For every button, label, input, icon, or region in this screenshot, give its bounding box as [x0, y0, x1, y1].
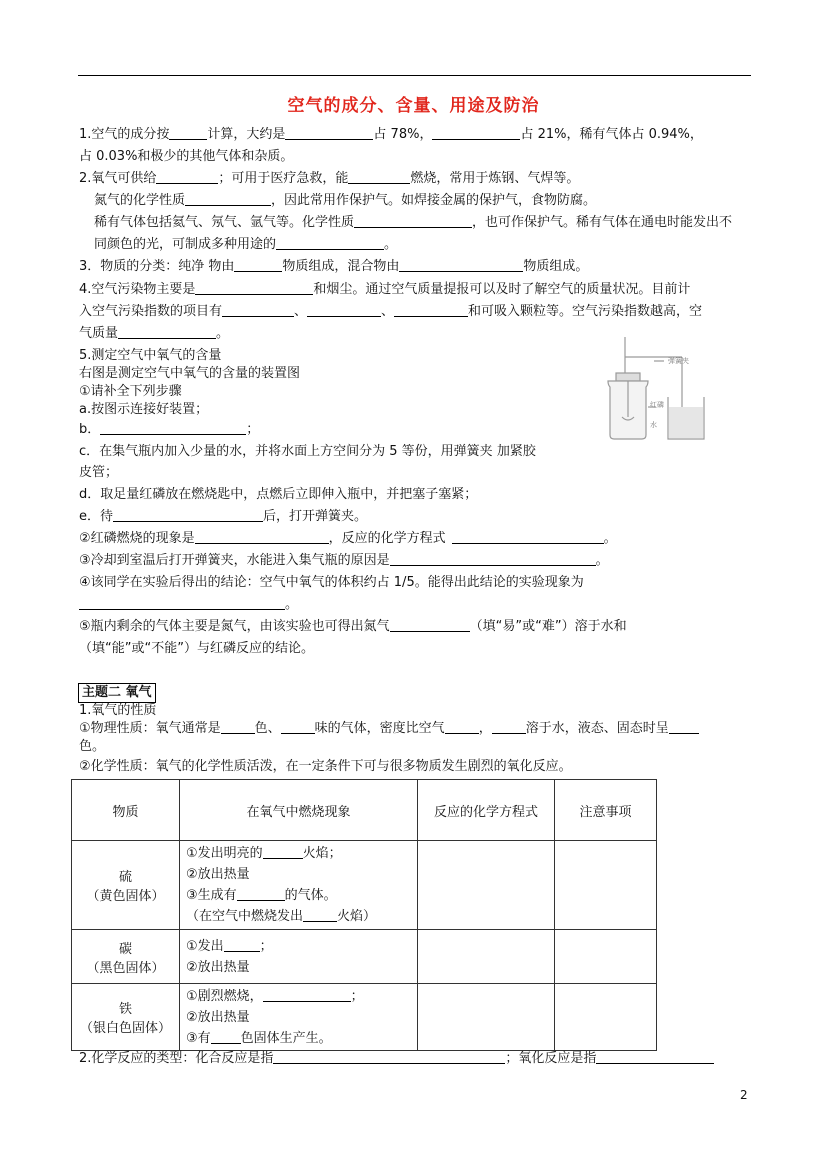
fill-blank[interactable]	[263, 844, 303, 859]
text-line: 同颜色的光，可制成多种用途的 。	[94, 237, 398, 252]
table-row	[72, 984, 657, 1051]
fill-blank[interactable]	[307, 302, 381, 317]
fill-blank[interactable]	[390, 551, 596, 566]
fill-blank[interactable]	[79, 595, 285, 610]
header-substance: 物质	[72, 780, 180, 841]
equation-cell[interactable]	[418, 841, 555, 930]
header-notes: 注意事项	[555, 780, 657, 841]
text-line: 色。	[79, 739, 106, 754]
fill-blank[interactable]	[211, 1029, 241, 1044]
fill-blank[interactable]	[221, 719, 255, 734]
notes-cell[interactable]	[555, 841, 657, 930]
fill-blank[interactable]	[234, 257, 282, 272]
text-line: 1.氧气的性质	[79, 703, 157, 718]
page-title: 空气的成分、含量、用途及防治	[287, 96, 540, 116]
text-line: 占 0.03%和极少的其他气体和杂质。	[79, 149, 294, 164]
header-phenomenon: 在氧气中燃烧现象	[180, 780, 418, 841]
diagram-label-clip: 弹簧夹	[668, 357, 689, 365]
diagram-label-phosphorus: 红磷	[650, 401, 664, 409]
fill-blank[interactable]	[492, 719, 526, 734]
page-number: 2	[740, 1088, 748, 1102]
fill-blank[interactable]	[399, 257, 523, 272]
text-line: 2.氧气可供给 ；可用于医疗急救，能 燃烧，常用于炼钢、气焊等。	[79, 171, 580, 186]
fill-blank[interactable]	[348, 169, 410, 184]
text-line: 4.空气污染物主要是 和烟尘。通过空气质量提报可以及时了解空气的质量状况。目前计	[79, 282, 691, 297]
text-line: ④该同学在实验后得出的结论：空气中氧气的体积约占 1/5。能得出此结论的实验现象为	[79, 575, 584, 590]
phenomenon-cell: ①发出 ； ②放出热量	[180, 930, 418, 984]
substance-cell: 铁 （银白色固体）	[72, 984, 180, 1051]
fill-blank[interactable]	[118, 324, 216, 339]
text-line: 1.空气的成分按 计算，大约是 占 78%， 占 21%，稀有气体占 0.94%，	[79, 127, 703, 142]
text-line: a.按图示连接好装置；	[79, 402, 209, 417]
header-equation: 反应的化学方程式	[418, 780, 555, 841]
text-line: ②红磷燃烧的现象是 ，反应的化学方程式 。	[79, 531, 617, 546]
text-line: b． ；	[79, 422, 260, 437]
equation-cell[interactable]	[418, 930, 555, 984]
oxygen-reactions-table	[71, 779, 657, 1051]
fill-blank[interactable]	[354, 213, 472, 228]
diagram-label-water: 水	[650, 421, 657, 429]
fill-blank[interactable]	[432, 125, 520, 140]
fill-blank[interactable]	[273, 1049, 505, 1064]
text-line: e．待 后，打开弹簧夹。	[79, 509, 368, 524]
phenomenon-cell: ①剧烈燃烧， ； ②放出热量 ③有 色固体生产生。	[180, 984, 418, 1051]
fill-blank[interactable]	[195, 280, 313, 295]
fill-blank[interactable]	[113, 507, 263, 522]
topic-heading: 主题二 氧气	[78, 683, 156, 703]
text-line: 5.测定空气中氧气的含量	[79, 348, 222, 363]
fill-blank[interactable]	[303, 907, 337, 922]
table-row	[72, 841, 657, 930]
substance-cell: 碳 （黑色固体）	[72, 930, 180, 984]
fill-blank[interactable]	[276, 235, 384, 250]
fill-blank[interactable]	[445, 719, 479, 734]
fill-blank[interactable]	[169, 125, 207, 140]
text-line: （填“能”或“不能”）与红磷反应的结论。	[79, 641, 314, 656]
text-line: c．在集气瓶内加入少量的水，并将水面上方空间分为 5 等份，用弹簧夹 加紧胶	[79, 444, 536, 459]
phenomenon-cell: ①发出明亮的 火焰； ②放出热量 ③生成有 的气体。 （在空气中燃烧发出 火焰）	[180, 841, 418, 930]
fill-blank[interactable]	[452, 529, 604, 544]
text-line: 2.化学反应的类型：化合反应是指 ；氧化反应是指	[79, 1049, 714, 1069]
text-line: 入空气污染指数的项目有 、 、 和可吸入颗粒等。空气污染指数越高，空	[79, 304, 703, 319]
notes-cell[interactable]	[555, 930, 657, 984]
fill-blank[interactable]	[285, 125, 373, 140]
header-rule	[78, 75, 751, 76]
equation-cell[interactable]	[418, 984, 555, 1051]
table-row	[72, 930, 657, 984]
text-line: d．取足量红磷放在燃烧匙中，点燃后立即伸入瓶中，并把塞子塞紧；	[79, 487, 478, 502]
notes-cell[interactable]	[555, 984, 657, 1051]
oxygen-measurement-apparatus-diagram	[590, 335, 720, 445]
fill-blank[interactable]	[185, 191, 271, 206]
text-line: ①请补全下列步骤	[79, 384, 182, 399]
text-line: 。	[79, 595, 298, 615]
fill-blank[interactable]	[281, 719, 315, 734]
fill-blank[interactable]	[237, 886, 285, 901]
text-line: 氮气的化学性质 ，因此常用作保护气。如焊接金属的保护气，食物防腐。	[94, 193, 597, 208]
fill-blank[interactable]	[156, 169, 218, 184]
fill-blank[interactable]	[224, 937, 260, 952]
text-line: ⑤瓶内剩余的气体主要是氮气，由该实验也可得出氮气 （填“易”或“难”）溶于水和	[79, 619, 627, 634]
text-line: ②化学性质：氧气的化学性质活泼，在一定条件下可与很多物质发生剧烈的氧化反应。	[79, 759, 572, 774]
text-line: 稀有气体包括氦气、氖气、氩气等。化学性质 ，也可作保护气。稀有气体在通电时能发出不	[94, 215, 733, 230]
fill-blank[interactable]	[390, 617, 470, 632]
substance-cell: 硫 （黄色固体）	[72, 841, 180, 930]
text-line: 右图是测定空气中氧气的含量的装置图	[79, 366, 301, 381]
fill-blank[interactable]	[100, 420, 246, 435]
fill-blank[interactable]	[195, 529, 329, 544]
text-line: 皮管；	[79, 465, 119, 480]
text-line: ③冷却到室温后打开弹簧夹，水能进入集气瓶的原因是 。	[79, 553, 609, 568]
fill-blank[interactable]	[596, 1049, 714, 1064]
text-line: ①物理性质：氧气通常是 色、 味的气体，密度比空气 ， 溶于水，液态、固态时呈	[79, 719, 699, 739]
text-line: 气质量 。	[79, 326, 230, 341]
text-line: 3．物质的分类：纯净 物由 物质组成，混合物由 物质组成。	[79, 259, 589, 274]
fill-blank[interactable]	[669, 719, 699, 734]
fill-blank[interactable]	[394, 302, 468, 317]
fill-blank[interactable]	[222, 302, 294, 317]
fill-blank[interactable]	[263, 987, 351, 1002]
table-header-row	[72, 780, 657, 841]
